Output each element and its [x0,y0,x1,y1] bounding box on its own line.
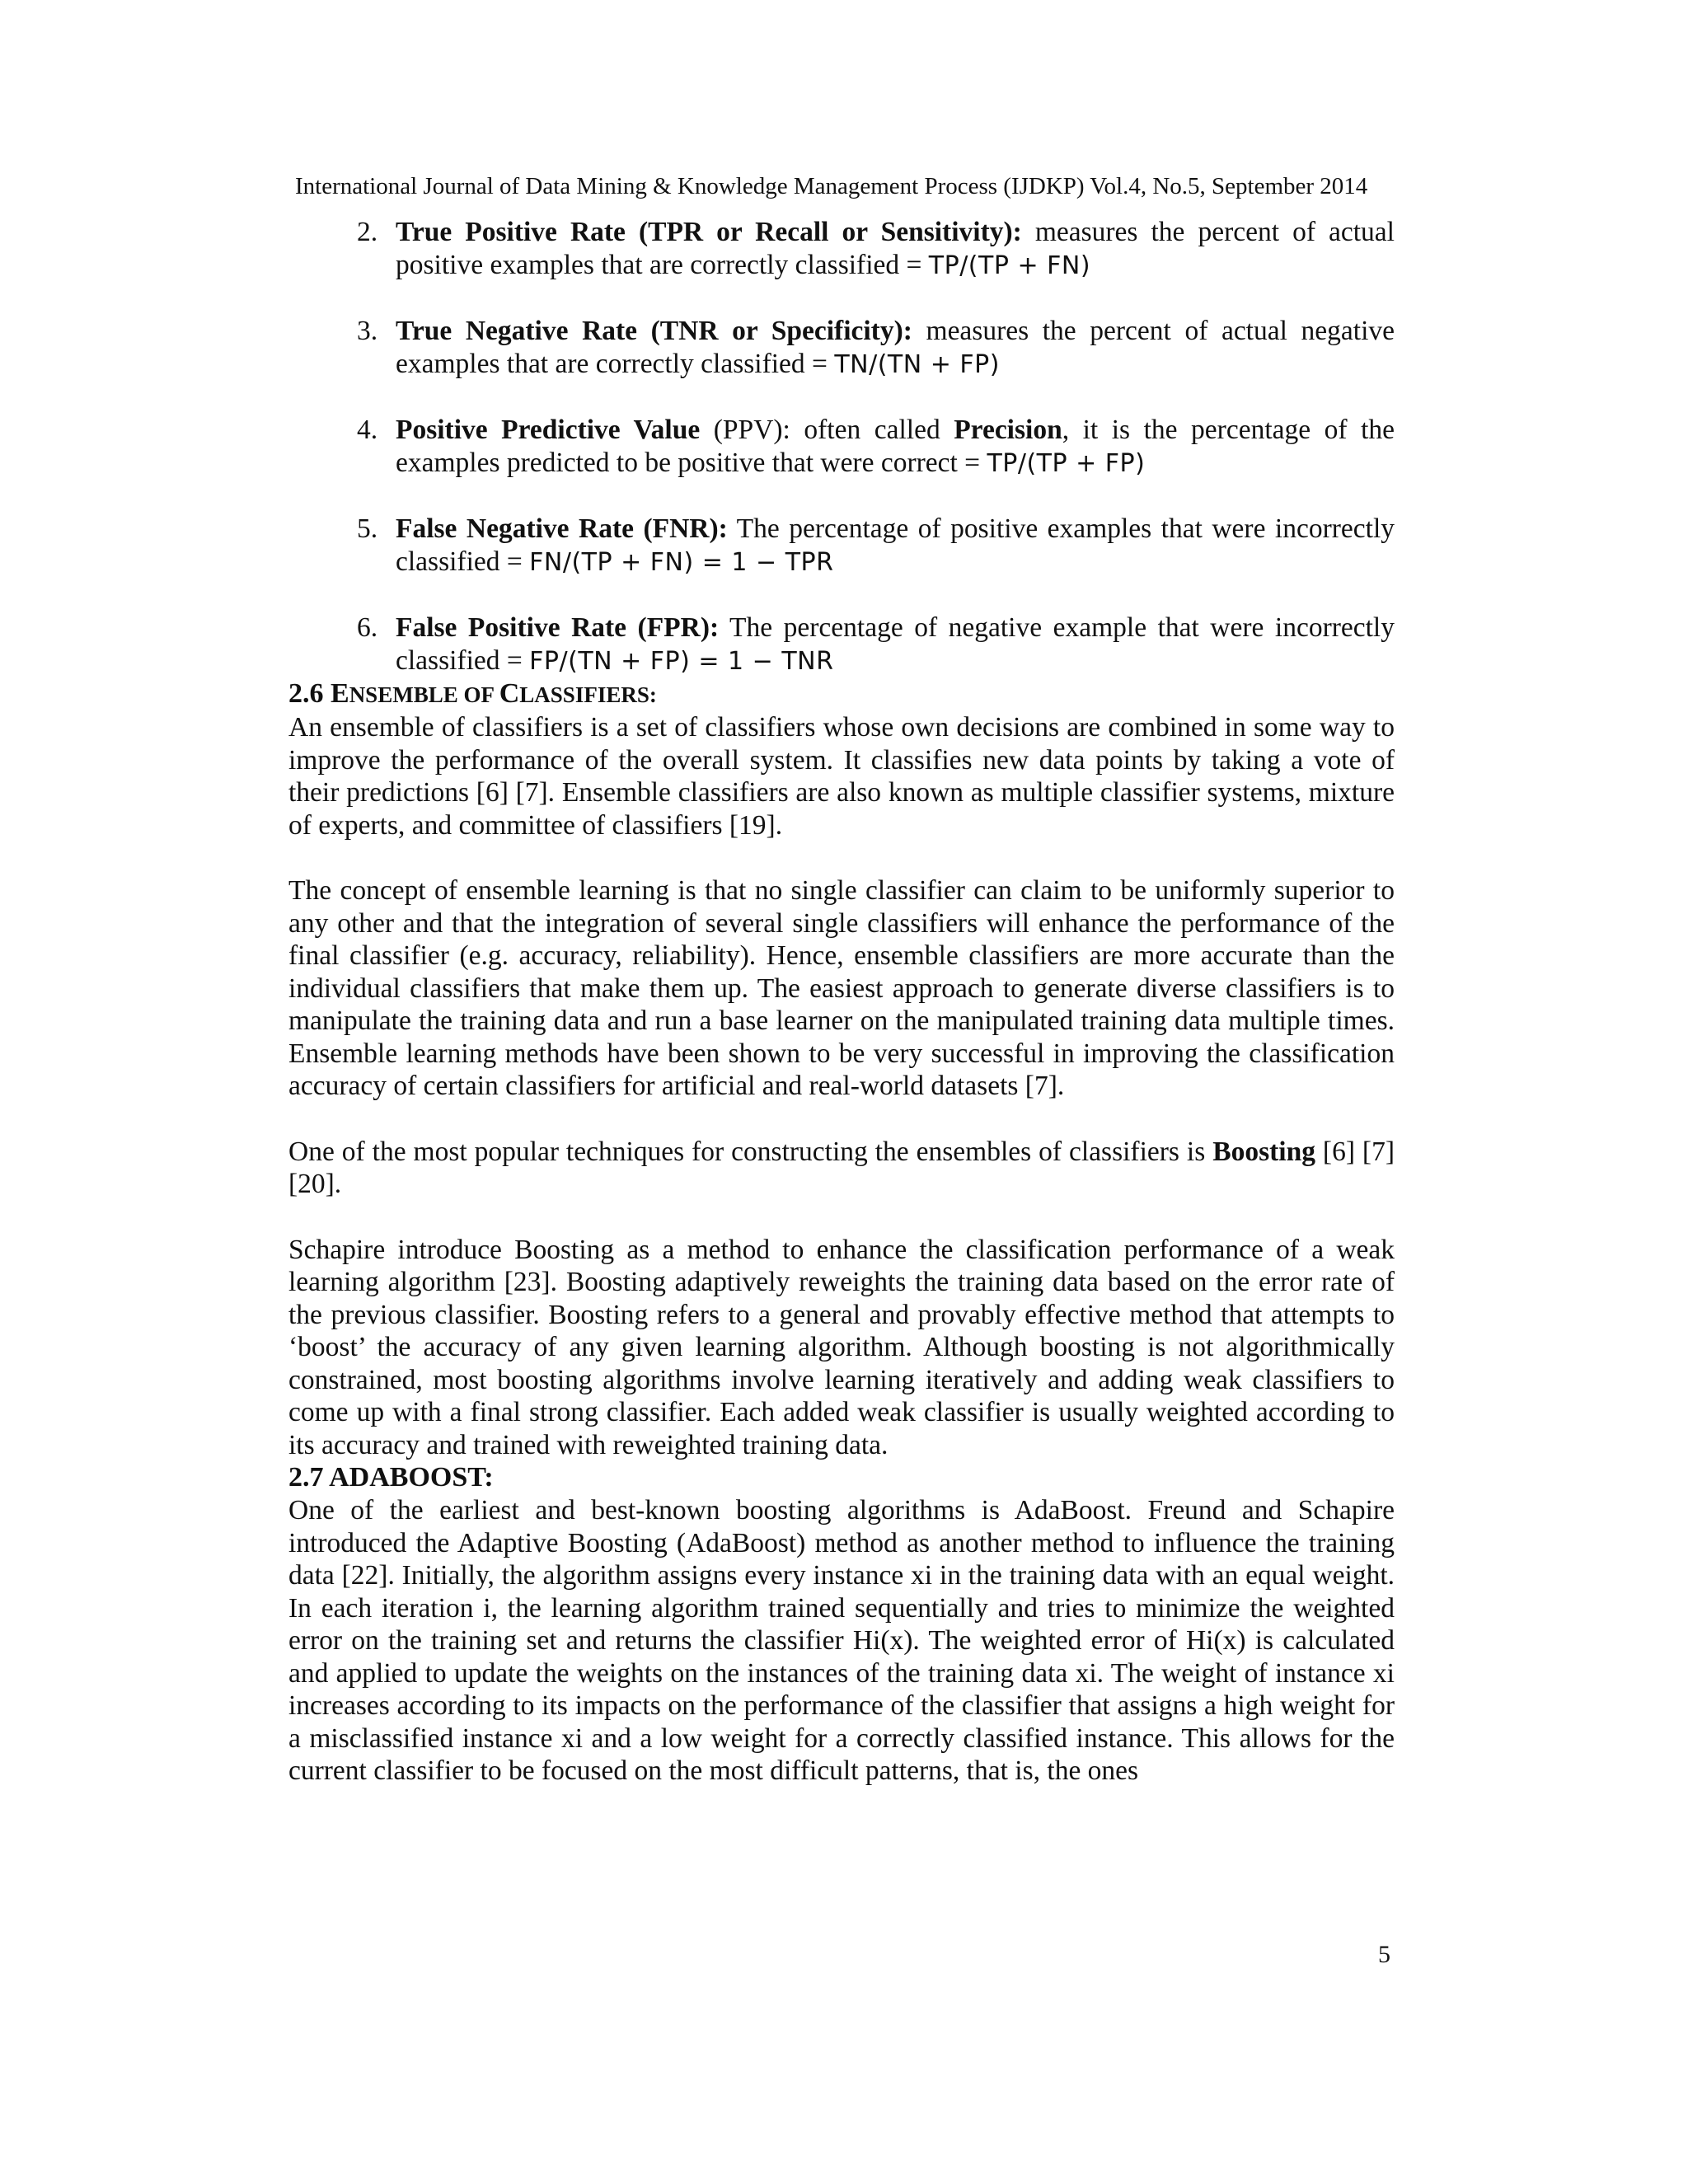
metric-formula: FN/(TP + FN) = 1 − TPR [529,547,834,577]
paragraph: An ensemble of classifiers is a set of classifiers whose own decisions are combined in some way to improve the performance of the overall system. It classifies new data points by taking a vote of their predictions [6] [7]. Ensemble classifiers are also known as multiple classifier systems, mixture of experts, and committee of classifiers [19]. [288,712,1395,841]
section-heading-adaboost: 2.7 ADABOOST: [288,1462,494,1493]
paragraph-text: [6] [7] [20]. [288,1136,1395,1199]
paragraph [288,1136,1395,1201]
paragraph-bold-term: Boosting [1212,1136,1315,1167]
list-item-number: 2. [357,217,378,247]
page-number: 5 [1378,1941,1390,1968]
metric-term: Positive Predictive Value [396,415,701,445]
metric-list [288,216,1395,677]
metric-term-secondary: Precision [954,415,1062,445]
metric-description: measures the percent of actual positive examples that are correctly classified = [396,217,1395,280]
heading-part: NSEMBLE OF [349,682,499,707]
list-item-number: 6. [357,612,378,643]
heading-number: 2.6 [288,678,331,709]
metric-description: measures the percent of actual negative examples that are correctly classified = [396,316,1395,379]
metric-description: The percentage of positive examples that were incorrectly classified = [396,513,1395,577]
list-item-number: 4. [357,415,378,445]
list-item [357,513,1395,579]
metric-formula: TN/(TN + FP) [834,349,1000,379]
section-heading-ensemble [288,677,1395,711]
metric-description: The percentage of negative example that were incorrectly classified = [396,612,1395,676]
list-item [357,414,1395,480]
paragraph: Schapire introduce Boosting as a method to enhance the classification performance of a weak learning algorithm [23]. Boosting adaptively reweights the training data based on the error rate of the previous classifier. Boosting refers to a general and provably effective method that attempts to ‘boost’ the accuracy of any given learning algorithm. Although boosting is not algorithmically constrained, most boosting algorithms involve learning iteratively and adding weak classifiers to come up with a final strong classifier. Each added weak classifier is usually weighted according to its accuracy and trained with reweighted training data. [288,1234,1395,1460]
metric-term: False Positive Rate (FPR): [396,612,720,643]
list-item [357,612,1395,677]
metric-term: True Positive Rate (TPR or Recall or Sensitivity): [396,217,1022,247]
metric-formula: TP/(TP + FP) [987,448,1146,478]
list-item-number: 5. [357,513,378,544]
list-item [357,315,1395,381]
metric-term: False Negative Rate (FNR): [396,513,728,544]
heading-part: LASSIFIERS: [519,682,657,707]
metric-formula: TP/(TP + FN) [928,251,1091,280]
metric-term: True Negative Rate (TNR or Specificity): [396,316,912,346]
paragraph: The concept of ensemble learning is that no single classifier can claim to be uniformly superior to any other and that the integration of several single classifiers will enhance the performance of the final classifier (e.g. accuracy, reliability). Hence, ensemble classifiers are more accurate than the individual classifiers that make them up. The easiest approach to generate diverse classifiers is to manipulate the training data and run a base learner on the manipulated training data multiple times. Ensemble learning methods have been shown to be very successful in improving the classification accuracy of certain classifiers for artificial and real-world datasets [7]. [288,875,1395,1101]
heading-part: C [499,678,520,709]
metric-description: (PPV): often called [700,415,954,445]
page-content [288,216,1395,1788]
metric-formula: FP/(TN + FP) = 1 − TNR [529,646,834,676]
paragraph-text: One of the most popular techniques for constructing the ensembles of classifiers is [288,1136,1213,1167]
running-header: International Journal of Data Mining & Knowledge Management Process (IJDKP) Vol.4, No.5, September 2014 [295,173,1368,199]
heading-part: E [331,678,349,709]
list-item-number: 3. [357,316,378,346]
paragraph: One of the earliest and best-known boosting algorithms is AdaBoost. Freund and Schapire introduced the Adaptive Boosting (AdaBoost) method as another method to influence the training data [22]. Initially, the algorithm assigns every instance xi in the training data with an equal weight. In each iteration i, the learning algorithm trained sequentially and tries to minimize the weighted error on the training set and returns the classifier Hi(x). The weighted error of Hi(x) is calculated and applied to update the weights on the instances of the training data xi. The weight of instance xi increases according to its impacts on the performance of the classifier that assigns a high weight for a misclassified instance xi and a low weight for a correctly classified instance. This allows for the current classifier to be focused on the most difficult patterns, that is, the ones [288,1495,1395,1786]
list-item [357,216,1395,282]
metric-description-secondary: , it is the percentage of the examples predicted to be positive that were correct = [396,415,1395,478]
